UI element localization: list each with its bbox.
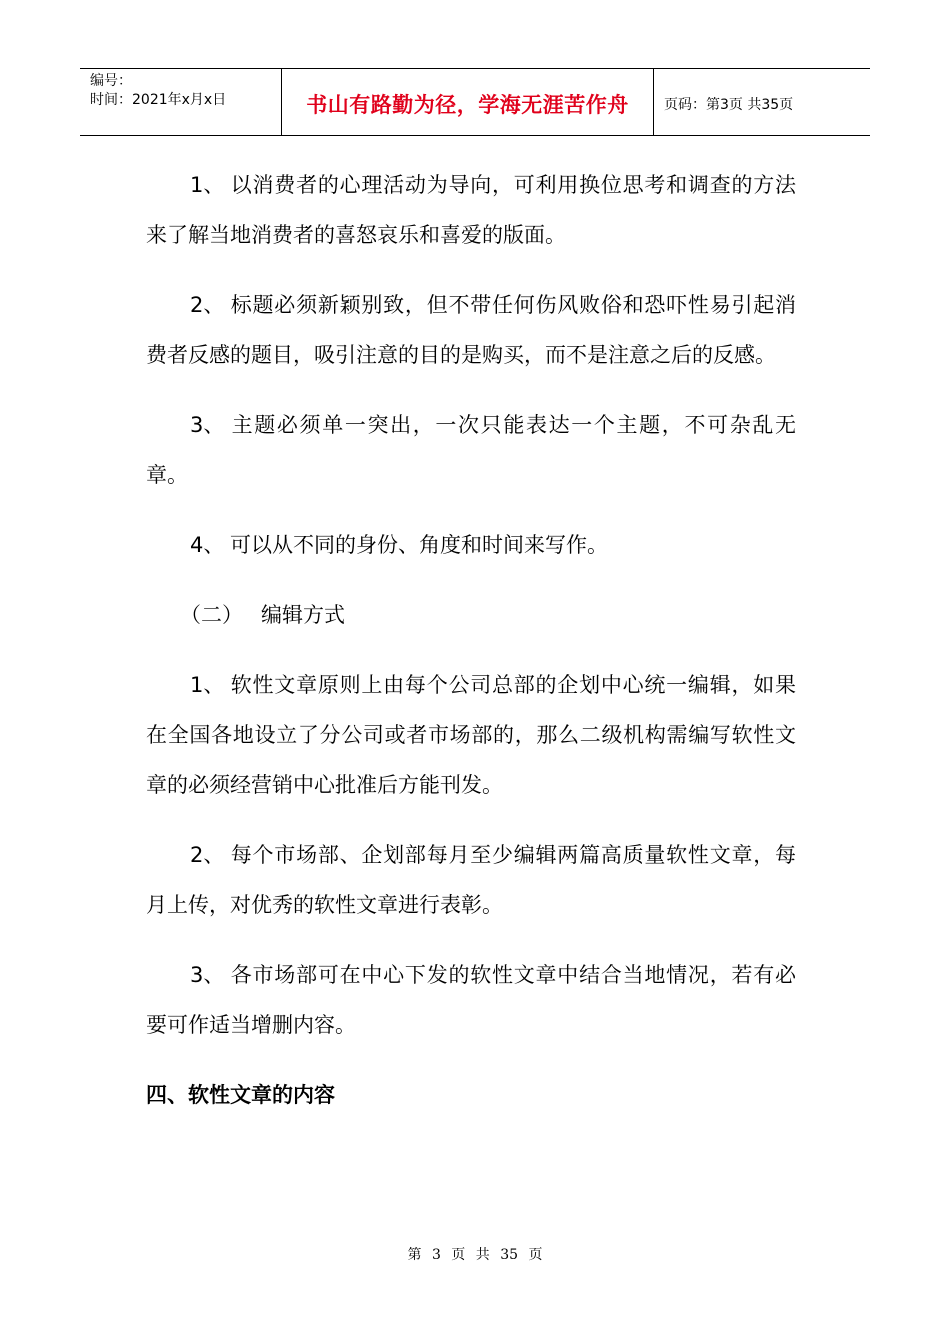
list-item (146, 400, 796, 500)
item-number: 3、 (190, 963, 225, 987)
subheading-number: （二） (180, 603, 243, 627)
item-number: 3、 (190, 413, 225, 437)
list-item (146, 520, 796, 570)
subheading-text: 编辑方式 (261, 603, 345, 627)
list-item (146, 660, 796, 810)
item-text: 以消费者的心理活动为导向，可利用换位思考和调查的方法来了解当地消费者的喜怒哀乐和喜爱的版面。 (146, 173, 796, 247)
header-time: 时间：2021年x月x日 (90, 92, 227, 108)
list-item (146, 160, 796, 260)
list-item (146, 280, 796, 380)
subheading (146, 590, 796, 640)
item-text: 软性文章原则上由每个公司总部的企划中心统一编辑，如果在全国各地设立了分公司或者市场部的，那么二级机构需编写软性文章的必须经营销中心批准后方能刊发。 (146, 673, 796, 797)
section-heading: 四、软性文章的内容 (146, 1083, 335, 1107)
item-text: 每个市场部、企划部每月至少编辑两篇高质量软性文章，每月上传，对优秀的软性文章进行表彰。 (146, 843, 796, 917)
item-number: 2、 (190, 843, 225, 867)
item-number: 1、 (190, 173, 225, 197)
header-motto: 书山有路勤为径，学海无涯苦作舟 (282, 69, 654, 135)
list-item (146, 950, 796, 1050)
page-footer: 第 3 页 共 35 页 (407, 1247, 543, 1263)
item-text: 主题必须单一突出，一次只能表达一个主题，不可杂乱无章。 (146, 413, 796, 487)
item-number: 2、 (190, 293, 225, 317)
item-text: 各市场部可在中心下发的软性文章中结合当地情况，若有必要可作适当增删内容。 (146, 963, 796, 1037)
item-number: 4、 (190, 533, 225, 557)
header-page-info: 页码：第3页 共35页 (664, 97, 794, 113)
page-header (80, 68, 870, 136)
header-meta (80, 69, 282, 135)
header-number: 编号： (90, 73, 132, 89)
item-text: 标题必须新颖别致，但不带任何伤风败俗和恐吓性易引起消费者反感的题目，吸引注意的目的是购买，而不是注意之后的反感。 (146, 293, 796, 367)
document-body (146, 160, 796, 1120)
item-number: 1、 (190, 673, 225, 697)
item-text: 可以从不同的身份、角度和时间来写作。 (230, 533, 608, 557)
list-item (146, 830, 796, 930)
